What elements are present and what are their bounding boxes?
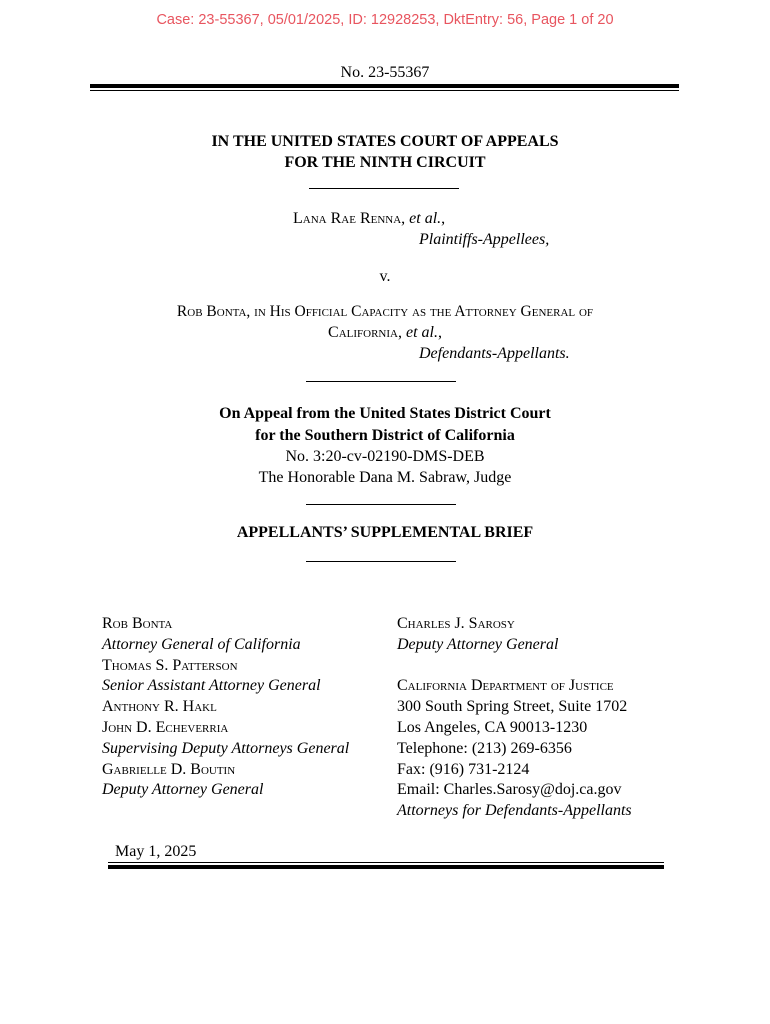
counsel-right-address-2: Los Angeles, CA 90013-1230 bbox=[397, 718, 588, 736]
top-rule-thin bbox=[90, 90, 679, 91]
brief-title: APPELLANTS’ SUPPLEMENTAL BRIEF bbox=[236, 524, 534, 541]
appeal-line-1: On Appeal from the United States District Court bbox=[219, 405, 551, 422]
docket-header-stamp: Case: 23-55367, 05/01/2025, ID: 12928253, DktEntry: 56, Page 1 of 20 bbox=[156, 12, 614, 28]
plaintiffs-name-text: Lana Rae Renna bbox=[293, 210, 402, 227]
counsel-right-attorneys-for: Attorneys for Defendants-Appellants bbox=[397, 802, 632, 820]
appeal-line-2: for the Southern District of California bbox=[255, 427, 515, 444]
counsel-right-column bbox=[397, 614, 632, 822]
defendants-etal: et al. bbox=[405, 324, 438, 341]
district-judge: The Honorable Dana M. Sabraw, Judge bbox=[258, 469, 512, 486]
defendants-name-line-2-text: California bbox=[328, 324, 398, 341]
counsel-left-line: John D. Echeverria bbox=[102, 718, 229, 736]
counsel-right-name: Charles J. Sarosy bbox=[397, 615, 515, 632]
court-title bbox=[0, 131, 770, 173]
counsel-left-line: Senior Assistant Attorney General bbox=[102, 677, 321, 695]
counsel-left-line: Gabrielle D. Boutin bbox=[102, 760, 236, 778]
defendants-name-line-2: California, et al., bbox=[328, 324, 442, 341]
versus: v. bbox=[379, 268, 391, 285]
filing-date: May 1, 2025 bbox=[115, 843, 197, 860]
plaintiffs-name: Lana Rae Renna, et al., bbox=[293, 210, 446, 227]
separator-rule bbox=[306, 504, 456, 505]
counsel-right-telephone: Telephone: (213) 269-6356 bbox=[397, 739, 572, 757]
plaintiffs-etal: et al. bbox=[409, 210, 442, 227]
district-case-number: No. 3:20-cv-02190-DMS-DEB bbox=[285, 448, 485, 465]
bottom-rule-thin bbox=[108, 862, 664, 863]
counsel-right-fax: Fax: (916) 731-2124 bbox=[397, 760, 530, 778]
plaintiffs-role: Plaintiffs-Appellees, bbox=[419, 231, 550, 248]
top-rule-thick bbox=[90, 84, 679, 88]
separator-rule bbox=[309, 188, 459, 189]
counsel-left-line: Rob Bonta bbox=[102, 615, 173, 632]
counsel-left-line: Deputy Attorney General bbox=[102, 781, 264, 799]
counsel-left-column bbox=[102, 614, 349, 801]
counsel-right-office: California Department of Justice bbox=[397, 677, 614, 695]
counsel-left-line: Supervising Deputy Attorneys General bbox=[102, 739, 350, 757]
counsel-right-address-1: 300 South Spring Street, Suite 1702 bbox=[397, 698, 628, 716]
separator-rule bbox=[306, 561, 456, 562]
separator-rule bbox=[306, 381, 456, 382]
counsel-left-line: Thomas S. Patterson bbox=[102, 656, 238, 674]
counsel-left-line: Attorney General of California bbox=[102, 635, 301, 653]
counsel-right-email: Email: Charles.Sarosy@doj.ca.gov bbox=[397, 781, 622, 799]
court-line-1: IN THE UNITED STATES COURT OF APPEALS bbox=[211, 133, 559, 150]
counsel-right-title: Deputy Attorney General bbox=[397, 635, 559, 653]
docket-number: No. 23-55367 bbox=[340, 64, 430, 81]
counsel-left-line: Anthony R. Hakl bbox=[102, 698, 217, 716]
bottom-rule-thick bbox=[108, 865, 664, 869]
defendants-name-line-1: Rob Bonta, in His Official Capacity as the Attorney General of bbox=[176, 303, 594, 320]
court-line-2: FOR THE NINTH CIRCUIT bbox=[284, 154, 486, 171]
defendants-role: Defendants-Appellants. bbox=[419, 345, 570, 362]
